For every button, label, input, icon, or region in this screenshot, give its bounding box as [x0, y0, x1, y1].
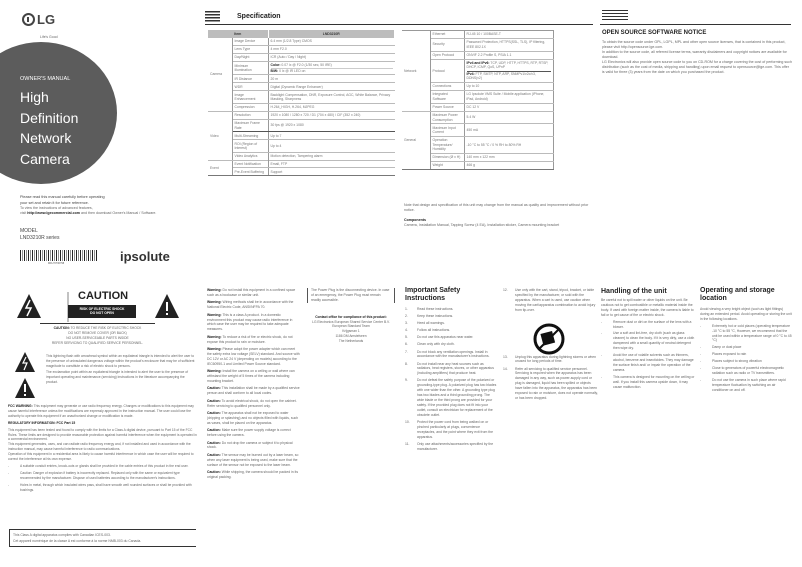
warning-text: Please adopt the power adapter which can meet the safety extra low voltage (SELV) standard. And source with DC 12V or AC 24 V (depending on models) according to the IEC60950-1 and Limited Power Source standard.	[207, 347, 300, 366]
spec-key: Compression	[232, 103, 268, 111]
item-number: 8.	[405, 361, 408, 366]
oss-title: OPEN SOURCE SOFTWARE NOTICE	[602, 30, 707, 36]
warning-label: Caution:	[207, 452, 221, 457]
lg-logo	[22, 12, 55, 27]
spec-value	[268, 61, 395, 75]
handling-item: - Avoid the use of volatile solvents such as thinners, alcohol, benzene and insecticides. They may damage the surface finish and/ or impair the operation of the camera.	[601, 353, 697, 373]
item-text: Do not install near any heat sources such as radiators, heat registers, stoves, or other apparatus (including amplifiers) that produce heat.	[417, 361, 494, 376]
spec-key: Maximum Power Consumption	[430, 111, 464, 124]
spec-value: DC 12 V	[464, 103, 554, 111]
spec-key: Event Notification	[232, 160, 268, 167]
tagline: Life's Good	[40, 35, 58, 39]
spec-key: Video Analytics	[232, 153, 268, 161]
safety-item	[405, 442, 497, 452]
item-number: 7.	[405, 349, 408, 354]
cover-title	[20, 87, 78, 169]
safety-item	[405, 378, 497, 417]
caution-text	[40, 323, 155, 346]
handling-item: - Remove dust or dirt on the surface of the lens with a blower.	[601, 320, 697, 330]
lightning-triangle-icon	[15, 352, 35, 372]
header-model: LND3210R	[268, 30, 395, 38]
caution-line: REFER SERVICING TO QUALIFIED SERVICE PERSONNEL.	[51, 341, 144, 345]
lightning-description: This lightning flash with arrowhead symbol within an equilateral triangle is intended to alert the user to the presence of uninsulated dangerous voltage within the product's enclosure that may be of sufficient magnitude to constitute a risk of electric shock to persons.	[46, 354, 195, 368]
read-note	[20, 194, 156, 216]
storage-item: - Close to generators of powerful electromagnetic radiation such as radio or TV transmitters.	[700, 366, 792, 376]
model-label: MODEL	[20, 228, 38, 234]
caution-box-line: RISK OF ELECTRIC SHOCK	[79, 307, 125, 311]
caution-label: CAUTION:	[53, 326, 70, 330]
spec-key: Image Device	[232, 38, 268, 45]
spec-value: Motion detection, Tampering alarm	[268, 153, 395, 161]
safety-item	[405, 321, 497, 326]
title-line: Definition	[20, 109, 79, 126]
warning-text: Do not drop the camera or subject it to physical shock.	[207, 440, 293, 450]
warning-item	[207, 300, 300, 310]
safety-item	[405, 314, 497, 319]
read-line: your set and retain it for future reference.	[20, 201, 89, 205]
spec-icon	[205, 11, 220, 23]
spec-key: Operation Temperature/ Humidity	[430, 136, 464, 153]
spec-key: Integrated Software	[430, 91, 464, 104]
regulatory-bullet: - Caution: Danger of explosion if battery is incorrectly replaced. Replaced only with the same or equivalent type recommended by the manufacturer. Dispose of used batteries according to the manufacturer's instructions.	[8, 471, 198, 481]
warning-text: Install the camera on a ceiling or wall where can withstand the weight of 5 times of the camera including mounting bracket.	[207, 369, 295, 383]
warning-item	[207, 288, 300, 298]
spec-value: 5.4 W	[464, 111, 554, 124]
group-label: General	[402, 111, 430, 169]
spec-value	[464, 59, 554, 83]
spec-key: Minimum Illumination	[232, 61, 268, 75]
lightning-triangle-icon	[17, 294, 41, 318]
spec-key: Protocol	[430, 59, 464, 83]
spec-value: 6.4 mm (1/2.8 Type) CMOS	[268, 38, 395, 45]
warning-text: While shipping, the camera should be packed in its original packing.	[207, 470, 299, 479]
item-number: 11.	[405, 441, 410, 446]
safety-item	[405, 350, 497, 360]
safety-item	[503, 367, 598, 401]
warning-label: Caution:	[207, 411, 221, 416]
group-label: Video	[208, 111, 232, 160]
header-item: Item	[208, 30, 268, 38]
regulatory-text: This equipment generates, uses, and can radiate radio frequency energy and, if not installed and used in accordance with the instruction manual, may cause harmful interference to radio communications.	[8, 442, 191, 452]
exclamation-description: The exclamation point within an equilateral triangle is intended to alert the user to the presence of important operating and maintenance (servicing) instructions in the literature accompanying the product.	[46, 370, 189, 384]
contact-line: Krijgsman 1	[342, 329, 360, 334]
caution-line: TO REDUCE THE RISK OF ELECTRIC SHOCK	[69, 326, 142, 330]
canada-line: This Class A digital apparatus complies with Canadian ICES-003.	[13, 533, 111, 537]
warning-text: To avoid electrical shock, do not open the cabinet. Refer servicing to qualified personnel only.	[207, 398, 297, 408]
ipv4-label: IPv4:	[466, 71, 475, 76]
contact-line: European Standard Team	[332, 324, 370, 329]
view-pre: visit	[20, 211, 28, 215]
item-number: 4.	[405, 328, 408, 333]
spec-value: 450 mA	[464, 124, 554, 137]
storage-item: - Places exposed to rain	[700, 352, 792, 357]
spec-key: Maximum Frame Rate	[232, 119, 268, 132]
safety-item	[405, 342, 497, 347]
warning-text: The sensor may be burned out by a laser beam, so when any laser equipment is being used, make sure that the surface of the sensor not be exposed to the laser beam.	[207, 452, 299, 467]
components-list: Camera, Installation Manual, Tapping Screw (4 EA), Installation sticker, Camera mounting bracket	[404, 223, 560, 227]
spec-value: Password Protection, HTTPS(SSL, TLS), IP filtering, IEEE 802.1X	[464, 38, 554, 51]
warning-label: Caution:	[207, 470, 221, 475]
spec-value: Email, FTP	[268, 160, 395, 167]
model-value: LND3210R series	[20, 235, 60, 241]
item-text: Only use attachments/accessories specified by the manufacturer.	[417, 441, 494, 451]
item-number: 2.	[405, 314, 408, 319]
storage-item: - Places subject to strong vibration	[700, 359, 792, 364]
warning-item	[207, 347, 300, 367]
item-number: 1.	[405, 307, 408, 311]
spec-value: Up to 4	[268, 140, 395, 153]
handling-item: - Use a soft and lint-free, dry cloth (such as glass cleaner) to clean the body. If it is very dirty, use a cloth dampened with a small quantity of neutral detergent then wipe dry.	[601, 331, 697, 351]
fcc-label: FCC WARNING:	[8, 404, 33, 408]
regulatory-text: This equipment has been tested and found to comply with the limits for a Class A digital device, pursuant to Part 15 of the FCC Rules. These limits are designed to provide reasonable protection against harmful interference when the equipment is operated in a commercial environment.	[8, 427, 197, 442]
warning-text: To reduce a risk of fire or electric shock, do not expose this product to rain or moisture.	[207, 334, 293, 344]
spec-value: 1920 x 1080 / 1280 x 720 / D1 (704 x 480) / CIF (352 x 240)	[268, 111, 395, 119]
spec-value: Up to 7	[268, 132, 395, 140]
warning-text: Wiring methods shall be in accordance with the National Electric Code, ANSI/NFPA 70.	[207, 300, 294, 310]
warning-item	[207, 470, 300, 480]
spec-key: WDR	[232, 83, 268, 91]
spec-key: Day/Night	[232, 53, 268, 61]
spec-title: Specification	[237, 13, 281, 20]
spec-value: 140 mm x 122 mm	[464, 154, 554, 162]
item-number: 3.	[405, 321, 408, 326]
spec-value: Backlight Compensation, DNR, Exposure Control, AGC, White Balance, Privacy Masking, Sharpness	[268, 91, 395, 104]
caution-title: CAUTION	[78, 290, 129, 302]
spec-key: Multi-Streaming	[232, 132, 268, 140]
item-number: 9.	[405, 378, 408, 383]
item-number: 14.	[503, 366, 508, 371]
caution-box	[68, 305, 136, 318]
item-text: Keep these instructions.	[417, 314, 454, 319]
view-post: and then download Owner's Manual / Software.	[79, 211, 157, 215]
item-text: Heed all warnings.	[417, 321, 445, 326]
spec-key: Power Source	[430, 103, 464, 111]
spec-key: Resolution	[232, 111, 268, 119]
safety-title: Important Safety Instructions	[405, 287, 461, 302]
safety-item	[405, 420, 497, 440]
warning-label: Warning:	[207, 288, 222, 292]
warning-label: Warning:	[207, 312, 222, 317]
warning-label: Warning:	[207, 369, 222, 374]
warning-label: Caution:	[207, 386, 221, 391]
lg-face-icon	[22, 13, 35, 26]
warning-item	[207, 428, 300, 438]
item-text: Read these instructions.	[417, 307, 454, 311]
view-line: To view the instructions of advanced features,	[20, 206, 93, 210]
group-label: Network	[402, 31, 430, 112]
spec-value: 20 m	[268, 75, 395, 83]
warning-label: Warning:	[207, 347, 222, 352]
spec-value: RJ-45 10 / 100BASE-T	[464, 31, 554, 39]
spec-key: IR Distance	[232, 75, 268, 83]
spec-table-1	[208, 30, 395, 176]
warning-label: Warning:	[207, 334, 222, 339]
storage-item: - Damp or dust place	[700, 345, 792, 350]
color-label: Color:	[270, 63, 281, 68]
safety-item	[405, 362, 497, 377]
spec-key: Security	[430, 38, 464, 51]
safety-item	[503, 355, 598, 365]
spec-value: Digital (Dynamic Range Enhancer)	[268, 83, 395, 91]
group-label: Camera	[208, 38, 232, 111]
title-line: High	[20, 89, 49, 105]
warning-item	[207, 386, 300, 396]
canada-box	[9, 529, 196, 547]
spec-key: Ethernet	[430, 31, 464, 39]
caution-line: NO USER-SERVICEABLE PARTS INSIDE	[66, 336, 129, 340]
contact-line: LG Electronics European Shared Service Center B.V.	[312, 319, 390, 324]
spec-key: ROI (Region of Interest)	[232, 140, 268, 153]
storage-item: - Extremely hot or cold places (operating temperature -10 °C to 55 °C, However, we recommend that the unit be used within a temperature range of 0 °C to 45 °C)	[700, 324, 792, 344]
warning-item	[207, 335, 300, 345]
spec-value: -10 °C to 55 °C / 0 % RH to 80% RH	[464, 136, 554, 153]
warning-text: Do not install this equipment in a confined space such as a bookcase or similar unit.	[207, 288, 296, 297]
item-text: Follow all instructions.	[417, 328, 451, 333]
regulatory-bullet: - Holes in metal, through which insulated wires pass, shall have smooth well rounded surfaces or shall be provided with bushings.	[8, 483, 198, 493]
spec-key: Lens Type	[232, 45, 268, 53]
spec-table-2	[402, 30, 554, 170]
bw-value: 0 lx @ IR LED on	[278, 68, 306, 73]
spec-value: Support	[268, 168, 395, 176]
item-text: Protect the power cord from being walked on or pinched particularly at plugs, convenience receptacles, and the point where they exit from the apparatus.	[417, 419, 493, 439]
safety-list-1	[405, 307, 497, 454]
storage-title: Operating and storage location	[700, 287, 775, 302]
url-link[interactable]: http://www.lgecommercial.com	[27, 211, 80, 215]
regulatory-title: REGULATORY INFORMATION: FCC Part 15	[8, 420, 76, 425]
warning-item	[207, 453, 300, 468]
fcc-text: This equipment may generate or use radio frequency energy. Changes or modifications to this equipment may cause harmful interference unless the modifications are expressly approved in the instruction manual. The user could lose the authority to operate this equipment if an unauthorized change or modification is made.	[8, 404, 194, 418]
handling-item: - This camera is designed for mounting on the ceiling or wall. If you install this camera upside down, it may cause malfunction.	[601, 375, 697, 390]
item-text: Do not defeat the safety purpose of the polarized or grounding-type plug. A polarized plug has two blades with one wider than the other. A grounding type plug has two blades and a third grounding prong. The wide blade or the third prong are provided for your safety. If the provided plug does not fit into your outlet, consult an electrician for replacement of the obsolete outlet.	[417, 378, 497, 417]
item-number: 6.	[405, 342, 408, 347]
oss-paragraph: LG Electronics will also provide open source code to you on CD-ROM for a charge covering the cost of performing such distribution (such as the cost of media, shipping and handling) upon email request to opensource@lge.com. This offer is valid for three (3) years from the date on which you purchased the product.	[602, 60, 792, 74]
ipv46-value: TCP, UDP, HTTP, HTTPS, RTP, RTSP, DHCP, ICMP, QoS, UPnP	[466, 60, 549, 70]
safety-item	[405, 307, 497, 312]
group-label: Event	[208, 160, 232, 175]
warning-label: Caution:	[207, 398, 221, 403]
warnings-column	[207, 288, 300, 482]
storage-item: - Do not use the camera in such place where rapid temperature fluctuation by switching an air conditioner on and off.	[700, 378, 792, 393]
spec-value: 30 fps @ 1920 x 1080	[268, 119, 395, 132]
item-number: 12.	[503, 288, 508, 292]
oss-body	[602, 40, 792, 75]
exclamation-triangle-icon	[155, 294, 179, 318]
color-value: 0.07 lx @ F2.0 (1/30 sec, 50 IRE)	[280, 63, 332, 68]
read-line: Please read this manual carefully before operating	[20, 195, 105, 199]
spec-key: Pre-Event Buffering	[232, 168, 268, 176]
handling-intro: Be careful not to spill water or other liquids on the unit. Be cautious not to get combustible or metallic material inside the body. If used with foreign matter inside, the camera is liable to fail or to get cause of fire or electric shock.	[601, 298, 694, 317]
spec-value: LG Ipsolute VMS Suite / Mobile application (iPhone, iPad, Android)	[464, 91, 554, 104]
item-number: 13.	[503, 354, 508, 359]
barcode	[20, 250, 98, 261]
spec-value: 4 mm F2.0	[268, 45, 395, 53]
warning-item	[207, 441, 300, 451]
safety-item	[405, 335, 497, 340]
spec-key: Open Protocol	[430, 51, 464, 59]
cart-tipover-icon	[532, 322, 566, 356]
regulatory-bullet: - A suitable conduit entries, knock-outs or glands shall be provided in the cable entries of this product in the end user.	[8, 464, 198, 469]
warning-text: This installation shall be made by a qualified service person and shall conform to all local codes.	[207, 386, 300, 396]
regulatory-text: Operation of this equipment in a residential area is likely to cause harmful interference in which case the user will be required to correct the interference at his own expense.	[8, 452, 194, 462]
title-line: Camera	[20, 150, 70, 167]
safety-item	[503, 288, 598, 313]
spec-value: ICR (Auto / Day / Night)	[268, 53, 395, 61]
spec-value: H.264_HIGH, H.264, MJPEG	[268, 103, 395, 111]
spec-key: Connections	[430, 83, 464, 91]
item-text: Use only with the cart, stand, tripod, bracket, or table specified by the manufacturer, or sold with the apparatus. When a cart is used, use caution when moving the cart/apparatus combination to avoid injury from tip-over.	[515, 288, 596, 312]
contact-line: The Netherlands	[338, 338, 364, 343]
spec-note: Note that design and specification of this unit may change from the manual as quality and improvement without prior notice.	[404, 203, 589, 212]
handling-title: Handling of the unit	[601, 288, 667, 295]
warning-text: Make sure the power supply voltage is correct before using the camera.	[207, 428, 291, 438]
warning-label: Caution:	[207, 428, 221, 433]
safety-item	[405, 328, 497, 333]
exclamation-triangle-icon	[15, 378, 35, 398]
item-number: 5.	[405, 335, 408, 340]
spec-value: ONVIF 2.2 Profile S, PSIA 1.1	[464, 51, 554, 59]
caution-box-line: DO NOT OPEN	[90, 311, 114, 315]
caution-line: DO NOT REMOVE COVER (OR BACK)	[68, 331, 127, 335]
item-text: Refer all servicing to qualified service personnel. Servicing is required when the apparatus has been damaged in any way, such as power-supply cord or plug is damaged, liquid has been spilled or objects have fallen into the apparatus, the apparatus has been exposed to rain or moisture, does not operate normally, or has been dropped.	[515, 366, 598, 400]
spec-key: Dimension (Ø x H)	[430, 154, 464, 162]
item-number: 10.	[405, 419, 410, 424]
oss-icon	[602, 10, 628, 22]
ipsolute-logo: ipsolute	[120, 249, 170, 264]
warning-item	[207, 313, 300, 333]
warning-item	[207, 399, 300, 409]
spec-value: Up to 10	[464, 83, 554, 91]
ipv46-label: IPv4 and IPv6:	[466, 60, 490, 65]
spec-value: 466 g	[464, 162, 554, 170]
warning-text: This is a class A product. In a domestic environment this product may cause radio interference in which case the user may be required to take adequate measures.	[207, 312, 293, 332]
storage-intro: Avoid viewing a very bright object (such as light fittings) during an extended period. Avoid operating or storing the unit in the following locations.	[700, 307, 792, 321]
item-text: Unplug this apparatus during lightning storms or when unused for long periods of time.	[515, 354, 597, 364]
oss-paragraph: In addition to the source code, all referred license terms, warranty disclaimers and copyright notices are available for download.	[602, 50, 787, 59]
item-text: Clean only with dry cloth.	[417, 342, 455, 347]
warning-label: Caution:	[207, 440, 221, 445]
contact-line: 1186 DM Amstelveen	[335, 333, 367, 338]
warning-label: Warning:	[207, 300, 222, 305]
oss-paragraph: To obtain the source code under GPL, LGPL, MPL and other open source licenses, that is contained in this product, please visit http://opensource.lge.com.	[602, 40, 786, 49]
components-title: Components	[404, 218, 426, 222]
brand: LG	[37, 12, 56, 27]
barcode-number: MFL70736798	[48, 262, 65, 265]
warning-text: The apparatus shall not be exposed to water (dripping or splashing) and no objects filled with liquids, such as vases, shall be placed on the apparatus.	[207, 411, 299, 425]
contact-title: Contact office for compliance of this product:	[315, 315, 387, 319]
warning-item	[207, 369, 300, 384]
spec-key: Weight	[430, 162, 464, 170]
title-line: Network	[20, 130, 72, 146]
bw-label: B/W:	[270, 68, 279, 73]
power-plug-note: The Power Plug is the disconnecting device. In case of an emergency, the Power Plug must remain readily accessible.	[307, 288, 395, 303]
item-text: Do not block any ventilation openings. Install in accordance with the manufacturer's instructions.	[417, 349, 490, 359]
spec-key: Maximum Input Current	[430, 124, 464, 137]
item-text: Do not use this apparatus near water.	[417, 335, 474, 340]
spec-key: Image Enhancement	[232, 91, 268, 104]
manual-label: OWNER'S MANUAL	[20, 76, 71, 82]
ipv4-value: FTP, SMTP, NTP, ARP, SNMPv1/v2c/v3, DDNS(v2)	[466, 71, 536, 81]
canada-line: Cet appareil numérique de la classe A est conforme à la norme NMB-003 du Canada.	[13, 539, 142, 543]
warning-item	[207, 411, 300, 426]
